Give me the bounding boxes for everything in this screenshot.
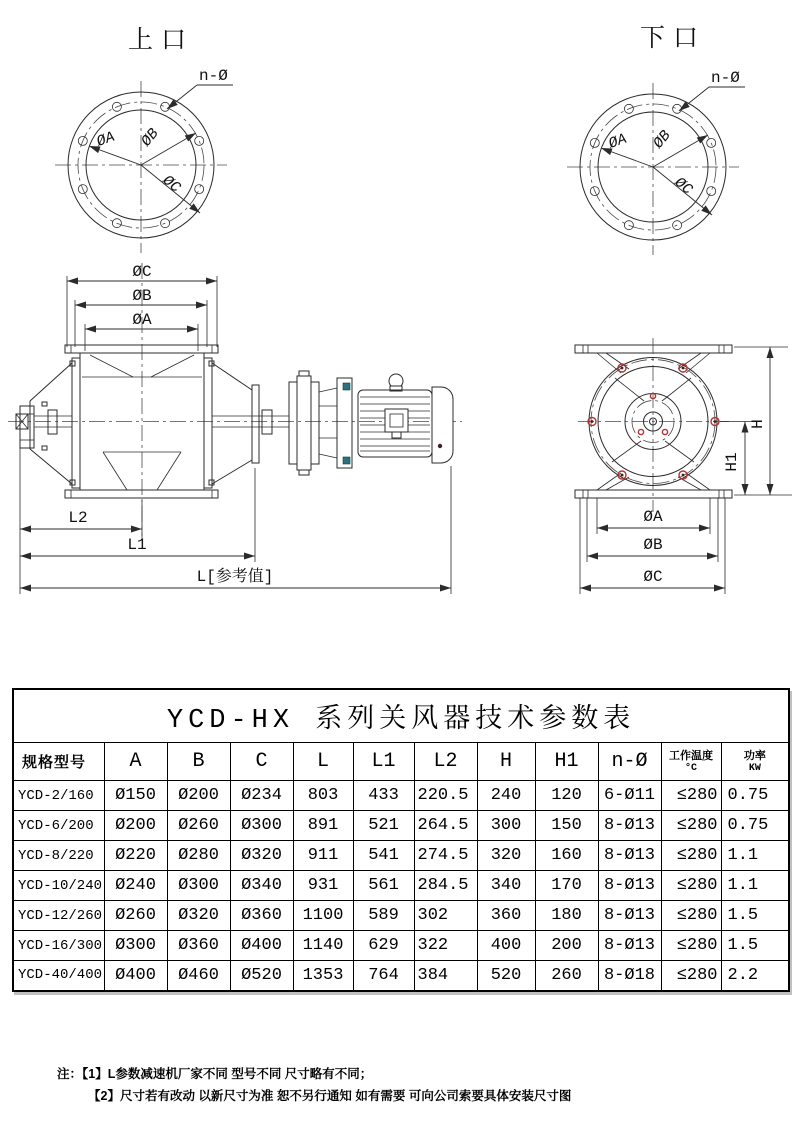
column-header-label: 工作温度 bbox=[669, 749, 713, 762]
table-cell: Ø234 bbox=[230, 781, 293, 811]
table-cell: YCD-8/220 bbox=[13, 841, 104, 871]
table-cell: 1.5 bbox=[721, 901, 789, 931]
table-row bbox=[13, 901, 789, 931]
column-header bbox=[293, 743, 353, 781]
table-cell: ≤280 bbox=[661, 961, 721, 991]
table-cell: Ø300 bbox=[230, 811, 293, 841]
column-header bbox=[414, 743, 477, 781]
dia-b-label: ØB bbox=[650, 127, 675, 153]
table-cell: 8-Ø13 bbox=[598, 871, 661, 901]
table-row bbox=[13, 931, 789, 961]
bottom-port-title: 下口 bbox=[640, 24, 707, 52]
len-l2-label: L2 bbox=[68, 509, 88, 527]
column-header bbox=[721, 743, 789, 781]
table-cell: Ø240 bbox=[104, 871, 167, 901]
table-row bbox=[13, 781, 789, 811]
table-cell: Ø340 bbox=[230, 871, 293, 901]
table-cell: Ø320 bbox=[167, 901, 230, 931]
spec-table-columns-row bbox=[13, 743, 789, 781]
table-cell: 0.75 bbox=[721, 811, 789, 841]
column-header bbox=[104, 743, 167, 781]
table-cell: Ø460 bbox=[167, 961, 230, 991]
table-cell: 284.5 bbox=[414, 871, 477, 901]
table-cell: 322 bbox=[414, 931, 477, 961]
table-cell: 589 bbox=[353, 901, 414, 931]
column-header bbox=[535, 743, 598, 781]
table-cell: 8-Ø13 bbox=[598, 931, 661, 961]
column-header-label: H1 bbox=[554, 750, 579, 773]
table-cell: Ø220 bbox=[104, 841, 167, 871]
dia-b-label: ØB bbox=[138, 125, 163, 151]
table-cell: Ø200 bbox=[104, 811, 167, 841]
table-cell: YCD-40/400 bbox=[13, 961, 104, 991]
table-row bbox=[13, 961, 789, 991]
column-header bbox=[230, 743, 293, 781]
column-header-label: B bbox=[192, 750, 205, 773]
table-cell: Ø280 bbox=[167, 841, 230, 871]
table-cell: 160 bbox=[535, 841, 598, 871]
table-cell: 8-Ø13 bbox=[598, 811, 661, 841]
table-cell: 220.5 bbox=[414, 781, 477, 811]
column-header-label: 规格型号 bbox=[22, 754, 87, 771]
dia-c-label: ØC bbox=[670, 174, 696, 199]
table-cell: ≤280 bbox=[661, 931, 721, 961]
table-cell: Ø200 bbox=[167, 781, 230, 811]
table-row bbox=[13, 811, 789, 841]
table-cell: YCD-10/240 bbox=[13, 871, 104, 901]
table-cell: 302 bbox=[414, 901, 477, 931]
table-cell: 1.1 bbox=[721, 871, 789, 901]
column-header-sublabel: KW bbox=[748, 762, 761, 774]
table-row bbox=[13, 871, 789, 901]
column-header-label: C bbox=[255, 750, 268, 773]
table-cell: 320 bbox=[477, 841, 535, 871]
column-header bbox=[661, 743, 721, 781]
table-cell: 561 bbox=[353, 871, 414, 901]
bolt-pattern-label: n-Ø bbox=[199, 67, 228, 85]
dia-a-label: ØA bbox=[643, 508, 663, 526]
dia-b-label: ØB bbox=[132, 287, 152, 305]
footnotes bbox=[57, 1063, 777, 1107]
top-port-title: 上口 bbox=[128, 26, 195, 54]
table-cell: 384 bbox=[414, 961, 477, 991]
table-cell: 260 bbox=[535, 961, 598, 991]
spec-table bbox=[12, 688, 790, 992]
dia-a-label: ØA bbox=[606, 130, 630, 153]
table-cell: 150 bbox=[535, 811, 598, 841]
table-cell: ≤280 bbox=[661, 871, 721, 901]
column-header bbox=[353, 743, 414, 781]
table-cell: YCD-12/260 bbox=[13, 901, 104, 931]
table-cell: 340 bbox=[477, 871, 535, 901]
column-header-label: L1 bbox=[371, 750, 396, 773]
bottom-port-flange-drawing bbox=[567, 69, 745, 255]
table-cell: ≤280 bbox=[661, 811, 721, 841]
table-cell: 1.5 bbox=[721, 931, 789, 961]
column-header bbox=[13, 743, 104, 781]
height-h1-label: H1 bbox=[723, 452, 741, 472]
table-cell: Ø400 bbox=[230, 931, 293, 961]
table-cell: 520 bbox=[477, 961, 535, 991]
table-cell: Ø300 bbox=[167, 871, 230, 901]
column-header-label: A bbox=[129, 750, 142, 773]
table-cell: 8-Ø13 bbox=[598, 841, 661, 871]
table-row bbox=[13, 841, 789, 871]
table-cell: 931 bbox=[293, 871, 353, 901]
dia-c-label: ØC bbox=[643, 568, 663, 586]
table-cell: 541 bbox=[353, 841, 414, 871]
table-cell: 200 bbox=[535, 931, 598, 961]
top-port-flange-drawing bbox=[55, 67, 233, 253]
column-header-label: L2 bbox=[433, 750, 458, 773]
table-cell: Ø360 bbox=[167, 931, 230, 961]
column-header-label: n-Ø bbox=[611, 750, 648, 773]
table-cell: 0.75 bbox=[721, 781, 789, 811]
footnote-2: 【2】尺寸若有改动 以新尺寸为准 恕不另行通知 如有需要 可向公司索要具体安装尺寸图 bbox=[88, 1089, 572, 1103]
table-cell: 274.5 bbox=[414, 841, 477, 871]
table-cell: ≤280 bbox=[661, 781, 721, 811]
table-cell: 180 bbox=[535, 901, 598, 931]
table-cell: 629 bbox=[353, 931, 414, 961]
footnote-1-text: 【1】L参数减速机厂家不同 型号不同 尺寸略有不同； bbox=[82, 1067, 373, 1081]
dia-c-label: ØC bbox=[132, 263, 152, 281]
table-cell: 264.5 bbox=[414, 811, 477, 841]
side-section-view bbox=[8, 263, 462, 594]
table-cell: Ø360 bbox=[230, 901, 293, 931]
column-header bbox=[598, 743, 661, 781]
table-cell: 764 bbox=[353, 961, 414, 991]
len-l-ref-label: L[参考值] bbox=[196, 568, 274, 586]
bolt-pattern-label: n-Ø bbox=[711, 69, 740, 87]
column-header-sublabel: °C bbox=[684, 762, 697, 774]
table-cell: Ø400 bbox=[104, 961, 167, 991]
table-cell: 240 bbox=[477, 781, 535, 811]
table-cell: 120 bbox=[535, 781, 598, 811]
table-cell: ≤280 bbox=[661, 841, 721, 871]
table-title: YCD-HX 系列关风器技术参数表 bbox=[13, 689, 789, 743]
dia-b-label: ØB bbox=[643, 536, 663, 554]
table-cell: 1140 bbox=[293, 931, 353, 961]
column-header-label: 功率 bbox=[743, 749, 766, 762]
end-view bbox=[575, 338, 792, 594]
dia-a-label: ØA bbox=[132, 311, 152, 329]
footnote-1 bbox=[57, 1063, 777, 1085]
table-cell: 360 bbox=[477, 901, 535, 931]
table-cell: 433 bbox=[353, 781, 414, 811]
footnote-prefix: 注： bbox=[57, 1067, 83, 1081]
len-l1-label: L1 bbox=[127, 536, 147, 554]
table-cell: ≤280 bbox=[661, 901, 721, 931]
column-header-label: H bbox=[499, 750, 512, 773]
table-cell: Ø320 bbox=[230, 841, 293, 871]
spec-table-section bbox=[12, 688, 790, 992]
table-cell: YCD-16/300 bbox=[13, 931, 104, 961]
table-cell: 400 bbox=[477, 931, 535, 961]
table-title-row bbox=[13, 689, 789, 743]
table-cell: 170 bbox=[535, 871, 598, 901]
table-cell: 1.1 bbox=[721, 841, 789, 871]
table-cell: 911 bbox=[293, 841, 353, 871]
table-cell: Ø150 bbox=[104, 781, 167, 811]
table-cell: Ø260 bbox=[167, 811, 230, 841]
table-cell: Ø300 bbox=[104, 931, 167, 961]
table-cell: 2.2 bbox=[721, 961, 789, 991]
table-cell: 300 bbox=[477, 811, 535, 841]
table-cell: Ø260 bbox=[104, 901, 167, 931]
height-h-label: H bbox=[749, 419, 767, 429]
table-cell: 1353 bbox=[293, 961, 353, 991]
table-cell: 1100 bbox=[293, 901, 353, 931]
table-cell: 803 bbox=[293, 781, 353, 811]
table-cell: 8-Ø18 bbox=[598, 961, 661, 991]
table-cell: 8-Ø13 bbox=[598, 901, 661, 931]
table-cell: YCD-6/200 bbox=[13, 811, 104, 841]
column-header bbox=[477, 743, 535, 781]
table-cell: 6-Ø11 bbox=[598, 781, 661, 811]
dia-a-label: ØA bbox=[94, 128, 118, 151]
table-cell: 521 bbox=[353, 811, 414, 841]
table-cell: YCD-2/160 bbox=[13, 781, 104, 811]
column-header bbox=[167, 743, 230, 781]
column-header-label: L bbox=[316, 750, 329, 773]
table-cell: Ø520 bbox=[230, 961, 293, 991]
dia-c-label: ØC bbox=[158, 172, 184, 197]
table-cell: 891 bbox=[293, 811, 353, 841]
